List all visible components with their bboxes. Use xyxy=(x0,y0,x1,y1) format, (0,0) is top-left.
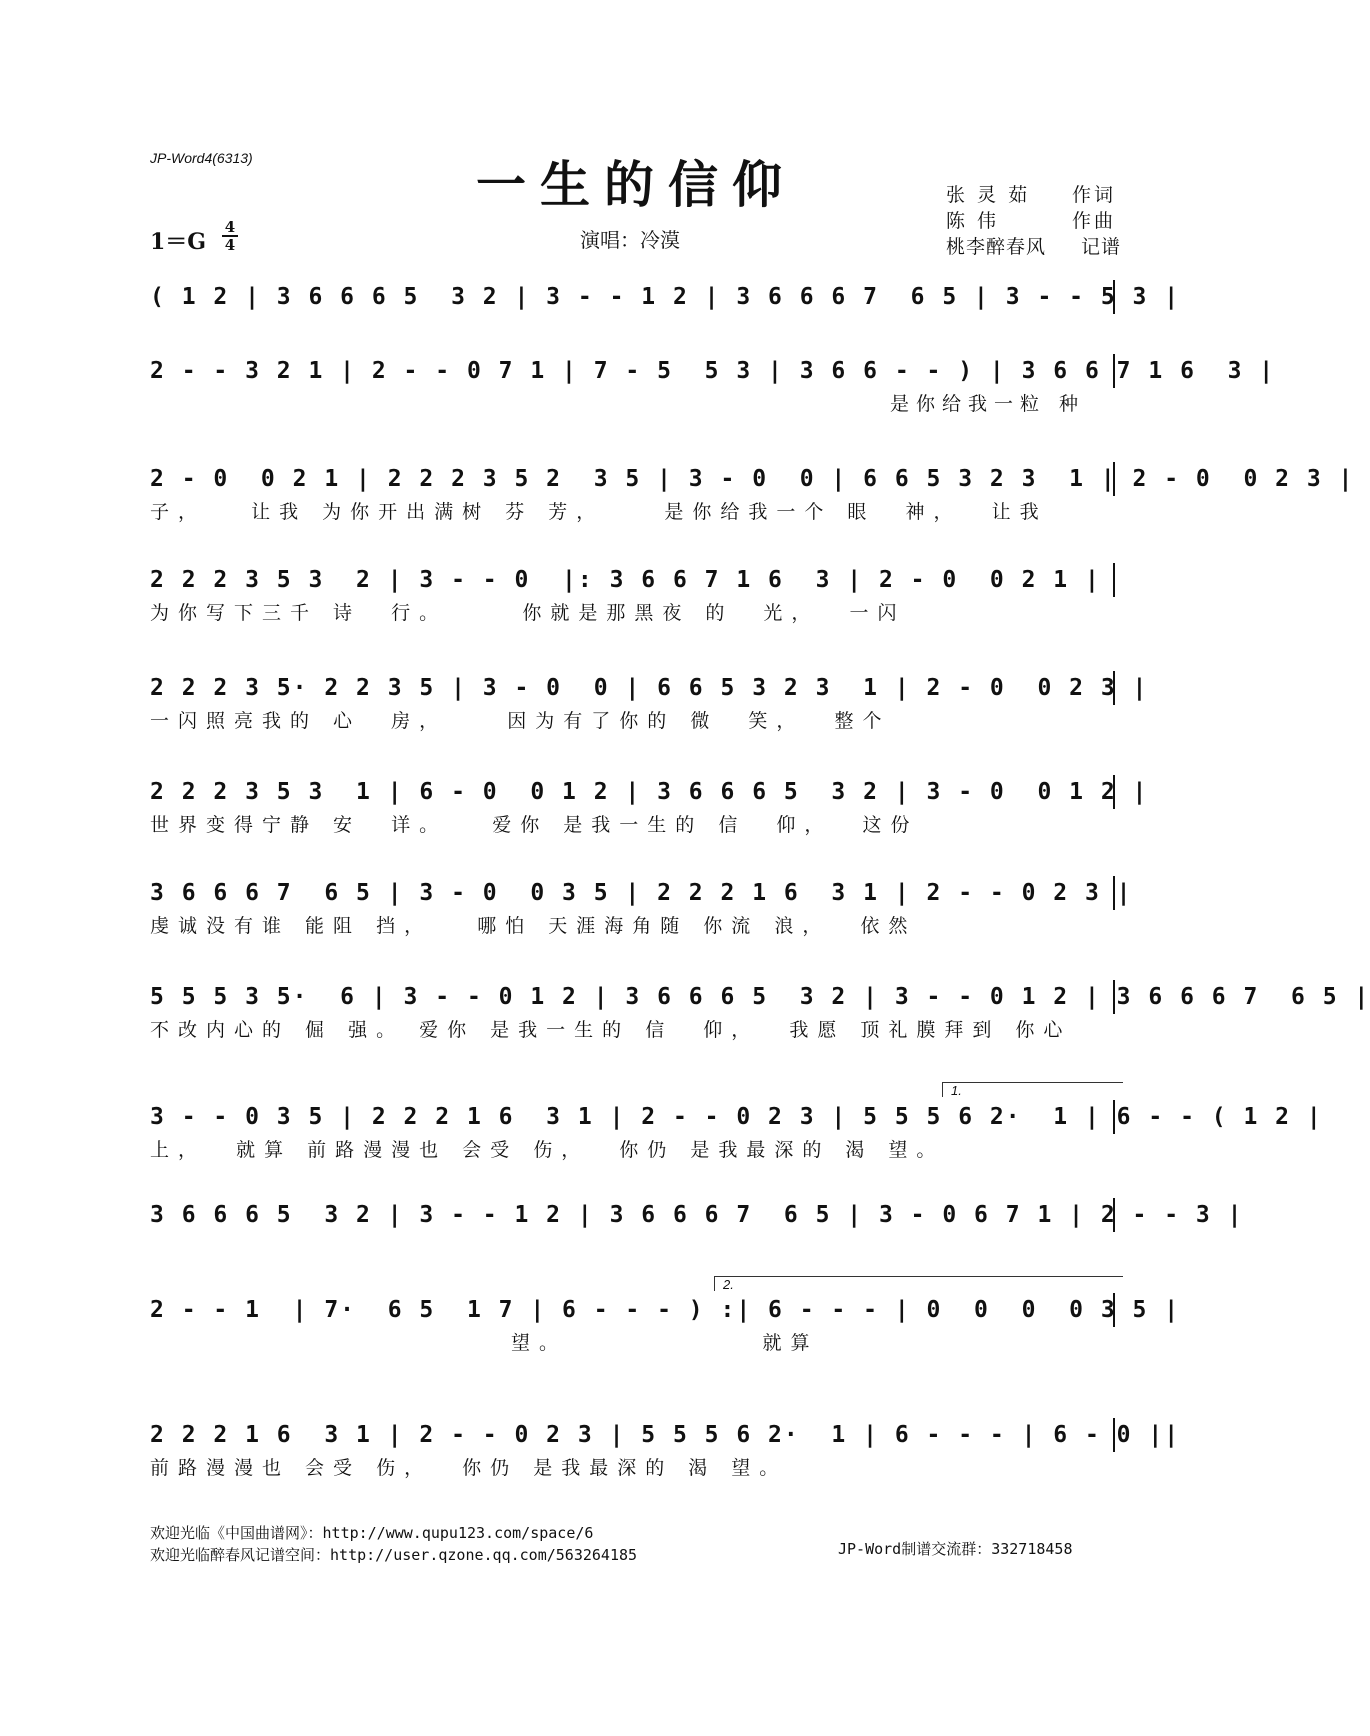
lyrics-line: 前路漫漫也 会受 伤， 你仍 是我最深的 渴 望。 xyxy=(150,1457,788,1479)
lyrics-line xyxy=(150,316,1115,344)
transcriber-role: 记谱 xyxy=(1080,236,1121,258)
notation-line: 2 2 2 3 5· 2 2 3 5 | 3 - 0 0 | 6 6 5 3 2 3 1 | 2 - 0 0 2 3 | xyxy=(150,671,1115,705)
lyricist-role: 作词 xyxy=(1071,184,1116,206)
notation-line: 3 - - 0 3 5 | 2 2 2 1 6 3 1 | 2 - - 0 2 3 | 5 5 5 6 2· 1 | 6 - - ( 1 2 | xyxy=(150,1100,1115,1134)
score-system-11 xyxy=(150,1293,1181,1357)
notation-line: 5 5 5 3 5· 6 | 3 - - 0 1 2 | 3 6 6 6 5 3 2 | 3 - - 0 1 2 | 3 6 6 6 7 6 5 | xyxy=(150,980,1115,1014)
footer-group: JP-Word制谱交流群：332718458 xyxy=(838,1540,1073,1558)
key-signature: 1＝G xyxy=(150,229,207,255)
notation-line: 3 6 6 6 5 3 2 | 3 - - 1 2 | 3 6 6 6 7 6 5 | 3 - 0 6 7 1 | 2 - - 3 | xyxy=(150,1198,1115,1232)
lyricist-name: 张 灵 茹 xyxy=(946,184,1031,206)
footer-site-link[interactable]: 欢迎光临《中国曲谱网》：http://www.qupu123.com/space/6 xyxy=(150,1524,594,1542)
score-system-9 xyxy=(150,1100,1323,1164)
second-ending-bracket: 2. xyxy=(714,1276,1123,1291)
credits-block xyxy=(946,182,1121,260)
software-label: JP-Word4(6313) xyxy=(150,150,253,166)
lyrics-line: 是你给我一粒 种 xyxy=(890,393,1086,415)
score-system-8 xyxy=(150,980,1370,1044)
score-system-3 xyxy=(150,462,1355,526)
time-top: 4 xyxy=(224,218,236,236)
transcriber-name: 桃李醉春风 xyxy=(946,236,1047,258)
footer-links xyxy=(150,1522,637,1566)
song-title: 一生的信仰 xyxy=(476,155,796,214)
notation-line: 2 2 2 3 5 3 2 | 3 - - 0 |: 3 6 6 7 1 6 3 | 2 - 0 0 2 1 | xyxy=(150,563,1115,597)
composer-role: 作曲 xyxy=(1071,210,1116,232)
lyrics-line xyxy=(150,1234,1115,1262)
notation-line: 2 - - 3 2 1 | 2 - - 0 7 1 | 7 - 5 5 3 | 3 6 6 - - ) | 3 6 6 7 1 6 3 | xyxy=(150,354,1115,388)
notation-line: ( 1 2 | 3 6 6 6 5 3 2 | 3 - - 1 2 | 3 6 6 6 7 6 5 | 3 - - 5 3 | xyxy=(150,280,1115,314)
score-system-5 xyxy=(150,671,1149,735)
score-system-4 xyxy=(150,563,1115,627)
notation-line: 2 - - 1 | 7· 6 5 1 7 | 6 - - - ) :| 6 - - - | 0 0 0 0 3 5 | xyxy=(150,1293,1115,1327)
score-system-1 xyxy=(150,280,1181,344)
lyrics-line: 世界变得宁静 安 详。 爱你 是我一生的 信 仰， 这份 xyxy=(150,814,919,836)
singer-credit: 演唱：冷漠 xyxy=(580,228,680,252)
lyrics-line: 不改内心的 倔 强。 爱你 是我一生的 信 仰， 我愿 顶礼膜拜到 你心 xyxy=(150,1019,1072,1041)
score-system-6 xyxy=(150,775,1149,839)
time-bottom: 4 xyxy=(224,236,236,254)
first-ending-bracket: 1. xyxy=(942,1082,1123,1097)
score-system-10 xyxy=(150,1198,1244,1262)
lyrics-line: 子， 让我 为你开出满树 芬 芳， 是你给我一个 眼 神， 让我 xyxy=(150,501,1048,523)
notation-line: 2 - 0 0 2 1 | 2 2 2 3 5 2 3 5 | 3 - 0 0 | 6 6 5 3 2 3 1 | 2 - 0 0 2 3 | xyxy=(150,462,1115,496)
composer-name: 陈 伟 xyxy=(946,210,1000,232)
composer-credit xyxy=(946,208,1116,234)
lyrics-line: 一闪照亮我的 心 房， 因为有了你的 微 笑， 整个 xyxy=(150,710,891,732)
lyrics-line: 为你写下三千 诗 行。 你就是那黑夜 的 光， 一闪 xyxy=(150,602,906,624)
score-system-12 xyxy=(150,1418,1181,1482)
time-signature xyxy=(222,220,238,252)
score-system-7 xyxy=(150,876,1133,940)
notation-line: 3 6 6 6 7 6 5 | 3 - 0 0 3 5 | 2 2 2 1 6 3 1 | 2 - - 0 2 3 | xyxy=(150,876,1115,910)
lyrics-line: 上， 就算 前路漫漫也 会受 伤， 你仍 是我最深的 渴 望。 xyxy=(150,1139,945,1161)
notation-line: 2 2 2 3 5 3 1 | 6 - 0 0 1 2 | 3 6 6 6 5 3 2 | 3 - 0 0 1 2 | xyxy=(150,775,1115,809)
lyricist-credit xyxy=(946,182,1116,208)
notation-line: 2 2 2 1 6 3 1 | 2 - - 0 2 3 | 5 5 5 6 2· 1 | 6 - - - | 6 - 0 || xyxy=(150,1418,1115,1452)
transcriber-credit xyxy=(946,234,1121,260)
score-system-2 xyxy=(150,354,1276,418)
footer-qzone-link[interactable]: 欢迎光临醉春风记谱空间：http://user.qzone.qq.com/563264185 xyxy=(150,1546,638,1564)
lyrics-line: 虔诚没有谁 能阻 挡， 哪怕 天涯海角随 你流 浪， 依然 xyxy=(150,915,917,937)
lyrics-line: 望。 就算 xyxy=(150,1332,819,1354)
